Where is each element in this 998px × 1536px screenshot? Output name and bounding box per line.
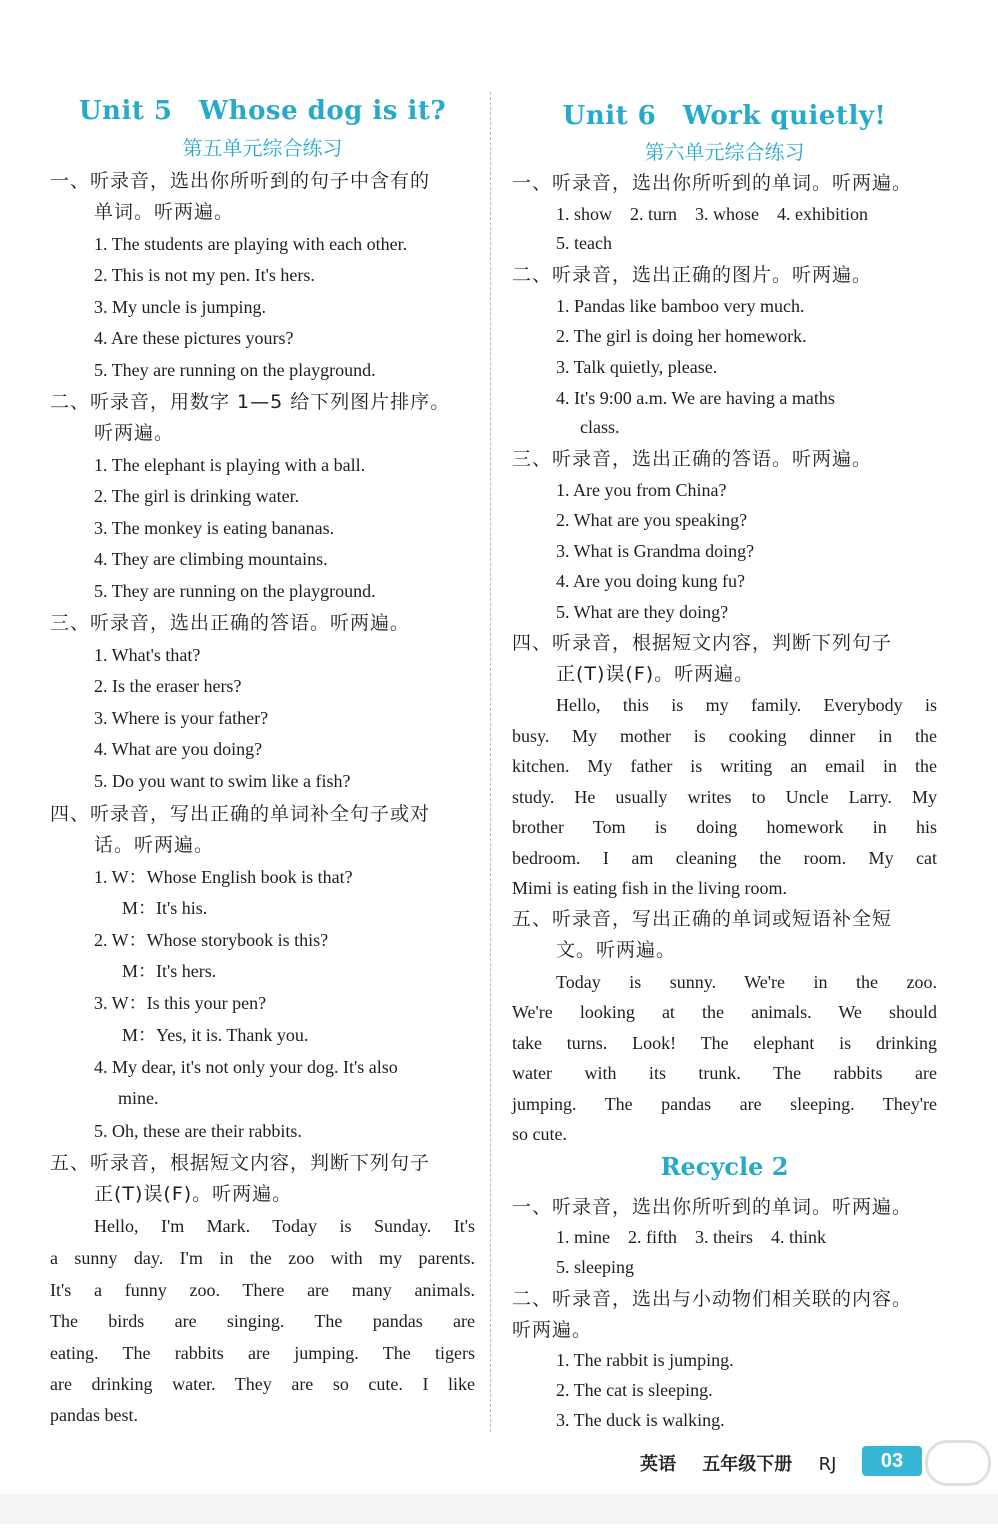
passage-line: We're looking at the animals. We should [512,1002,937,1022]
passage-line: a sunny day. I'm in the zoo with my parents. [50,1248,475,1268]
list-item: 2. The cat is sleeping. [556,1380,713,1400]
page-footer [640,1450,856,1476]
list-item: 4. My dear, it's not only your dog. It's also [94,1057,398,1077]
list-item: 1. The students are playing with each other. [94,234,408,254]
list-item: 2. The girl is doing her homework. [556,326,807,346]
word-list-row: 5. teach [556,233,612,253]
passage-line: take turns. Look! The elephant is drinking [512,1033,937,1053]
list-item: 2. Is the eraser hers? [94,676,242,696]
passage-line: It's a funny zoo. There are many animals. [50,1280,475,1300]
list-item: 4. Are these pictures yours? [94,328,294,348]
section-heading: 四、听录音，根据短文内容，判断下列句子 正(T)误(F)。听两遍。 [512,632,893,685]
passage-line: Hello, I'm Mark. Today is Sunday. It's [94,1216,475,1236]
subject-label: 英语 [640,1454,676,1475]
passage-line: study. He usually writes to Uncle Larry. My [512,787,937,807]
passage-line: kitchen. My father is writing an email in the [512,756,937,776]
watermark-logo-icon [925,1440,991,1486]
list-item-continuation: class. [580,417,620,437]
word-list-row: 1. show 2. turn 3. whose 4. exhibition [556,204,868,224]
passage-line: pandas best. [50,1405,138,1425]
list-item: 1. What's that? [94,645,201,665]
page-number: 03 [862,1446,922,1476]
list-item: 3. The monkey is eating bananas. [94,518,335,538]
list-item: 1. The elephant is playing with a ball. [94,455,366,475]
list-item: 5. What are they doing? [556,602,729,622]
list-item: 5. Oh, these are their rabbits. [94,1121,302,1141]
word-list-row: 5. sleeping [556,1257,634,1277]
section-heading: 五、听录音，写出正确的单词或短语补全短 文。听两遍。 [512,908,893,961]
passage-line: Today is sunny. We're in the zoo. [556,972,937,992]
passage-line: Hello, this is my family. Everybody is [556,695,937,715]
bottom-strip [0,1494,998,1524]
list-item: 3. My uncle is jumping. [94,297,266,317]
list-item-continuation: mine. [118,1088,159,1108]
list-item: 4. They are climbing mountains. [94,549,328,569]
dialogue-question: 1. W：Whose English book is that? [94,867,353,887]
section-heading: 二、听录音，用数字 1—5 给下列图片排序。 听两遍。 [50,391,451,444]
edition-label: RJ [818,1454,837,1475]
list-item: 4. What are you doing? [94,739,263,759]
list-item: 5. They are running on the playground. [94,581,376,601]
section-heading: 二、听录音，选出与小动物们相关联的内容。 听两遍。 [512,1288,913,1341]
list-item: 3. The duck is walking. [556,1410,725,1430]
passage-line: bedroom. I am cleaning the room. My cat [512,848,937,868]
dialogue-answer: M：Yes, it is. Thank you. [122,1025,309,1045]
passage-line: Mimi is eating fish in the living room. [512,878,787,898]
grade-label: 五年级下册 [702,1454,793,1475]
passage-line: brother Tom is doing homework in his [512,817,937,837]
section-heading: 四、听录音，写出正确的单词补全句子或对 话。听两遍。 [50,803,431,856]
unit-subtitle: 第五单元综合练习 [182,136,343,160]
dialogue-question: 3. W：Is this your pen? [94,993,267,1013]
list-item: 1. Are you from China? [556,480,727,500]
unit-subtitle: 第六单元综合练习 [644,140,805,164]
list-item: 3. Where is your father? [94,708,269,728]
list-item: 3. Talk quietly, please. [556,357,718,377]
list-item: 2. What are you speaking? [556,510,748,530]
passage-line: eating. The rabbits are jumping. The tigers [50,1343,475,1363]
dialogue-answer: M：It's hers. [122,961,217,981]
unit-title: Unit 6 Work quietly! [562,101,887,131]
passage-line: so cute. [512,1124,567,1144]
passage-line: The birds are singing. The pandas are [50,1311,475,1331]
list-item: 2. The girl is drinking water. [94,486,300,506]
section-heading: 五、听录音，根据短文内容，判断下列句子 正(T)误(F)。听两遍。 [50,1152,431,1205]
unit-title: Unit 5 Whose dog is it? [78,96,447,126]
list-item: 4. It's 9:00 a.m. We are having a maths [556,388,835,408]
list-item: 2. This is not my pen. It's hers. [94,265,315,285]
list-item: 5. Do you want to swim like a fish? [94,771,351,791]
section-heading: 三、听录音，选出正确的答语。听两遍。 [512,448,873,470]
word-list-row: 1. mine 2. fifth 3. theirs 4. think [556,1227,826,1247]
passage-line: water with its trunk. The rabbits are [512,1063,937,1083]
dialogue-answer: M：It's his. [122,898,208,918]
section-heading: 一、听录音，选出你所听到的单词。听两遍。 [512,172,913,194]
list-item: 3. What is Grandma doing? [556,541,755,561]
list-item: 1. Pandas like bamboo very much. [556,296,805,316]
section-heading: 二、听录音，选出正确的图片。听两遍。 [512,264,873,286]
passage-line: jumping. The pandas are sleeping. They're [512,1094,937,1114]
recycle-title: Recycle 2 [660,1152,789,1181]
passage-line: are drinking water. They are so cute. I like [50,1374,475,1394]
column-divider [490,92,491,1432]
passage-line: busy. My mother is cooking dinner in the [512,726,937,746]
dialogue-question: 2. W：Whose storybook is this? [94,930,329,950]
list-item: 5. They are running on the playground. [94,360,376,380]
section-heading: 一、听录音，选出你所听到的单词。听两遍。 [512,1196,913,1218]
list-item: 4. Are you doing kung fu? [556,571,745,591]
list-item: 1. The rabbit is jumping. [556,1350,734,1370]
section-heading: 一、听录音，选出你所听到的句子中含有的 单词。听两遍。 [50,170,431,223]
section-heading: 三、听录音，选出正确的答语。听两遍。 [50,612,411,634]
